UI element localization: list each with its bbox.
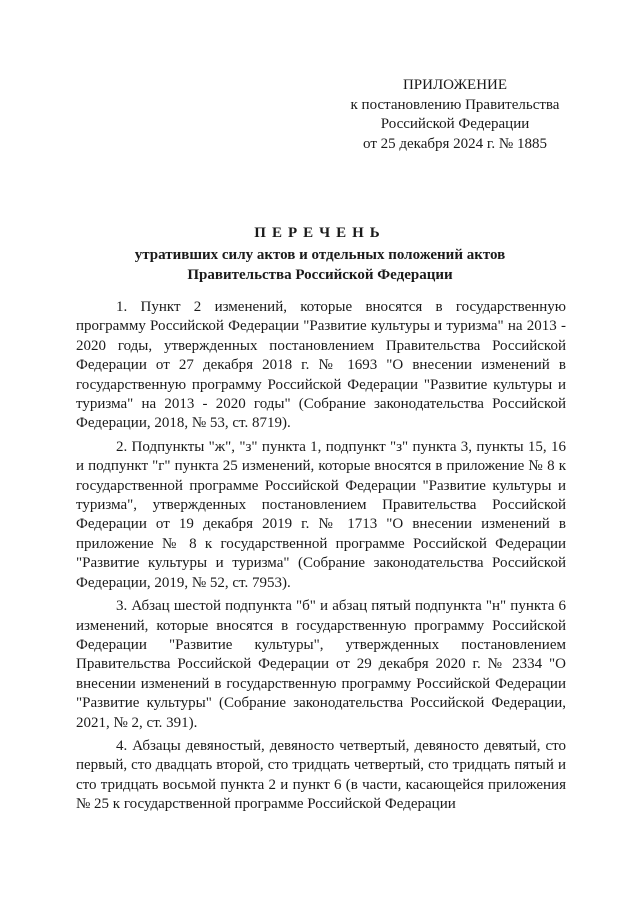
- document-subtitle: [40, 246, 600, 285]
- list-item-1: 1. Пункт 2 изменений, которые вносятся в государственную программу Российской Федерации "Развитие культуры и туризма" на 2013 - 2020 годы, утвержденных постановлением Правительства Российской Федерации от 27 декабря 2018 г. № 1693 "О внесении изменений в государственную программу Российской Федерации "Развитие культуры и туризма" на 2013 - 2020 годы" (Собрание законодательства Российской Федерации, 2018, № 53, ст. 8719).: [76, 299, 566, 432]
- appendix-government: Российской Федерации: [380, 116, 530, 132]
- subtitle-line-2: Правительства Российской Федерации: [187, 266, 453, 283]
- appendix-header: [320, 76, 590, 154]
- subtitle-line-1: утративших силу актов и отдельных положений актов: [134, 247, 506, 263]
- document-title: ПЕРЕЧЕНЬ: [254, 225, 386, 241]
- appendix-date: от 25 декабря 2024 г. № 1885: [363, 135, 547, 152]
- list-item-2: 2. Подпункты "ж", "з" пункта 1, подпункт "з" пункта 3, пункты 15, 16 и подпункт "г" пункта 25 изменений, которые вносятся в приложение № 8 к государственной программе Российской Федерации "Развитие культуры и туризма", утвержденных постановлением Правительства Российской Федерации от 19 декабря 2019 г. № 1713 "О внесении изменений в приложение № 8 к государственной программе Российской Федерации "Развитие культуры и туризма" (Собрание законодательства Российской Федерации, 2019, № 52, ст. 7953).: [76, 438, 566, 591]
- list-item-3: 3. Абзац шестой подпункта "б" и абзац пятый подпункта "н" пункта 6 изменений, которые вносятся в государственную программу Российской Федерации "Развитие культуры", утвержденных постановлением Правительства Российской Федерации от 29 декабря 2020 г. № 2334 "О внесении изменений в государственную программу Российской Федерации "Развитие культуры" (Собрание законодательства Российской Федерации, 2021, № 2, ст. 391).: [76, 598, 566, 731]
- appendix-resolution: к постановлению Правительства: [350, 96, 560, 113]
- list-item-4: 4. Абзацы девяностый, девяносто четвертый, девяносто девятый, сто первый, сто двадцать второй, сто тридцать четвертый, сто тридцать пятый и сто тридцать восьмой пункта 2 и пункт 6 (в части, касающейся приложения № 25 к государственной программе Российской Федерации: [76, 737, 566, 813]
- document-body: [76, 298, 566, 819]
- appendix-label: ПРИЛОЖЕНИЕ: [402, 77, 508, 93]
